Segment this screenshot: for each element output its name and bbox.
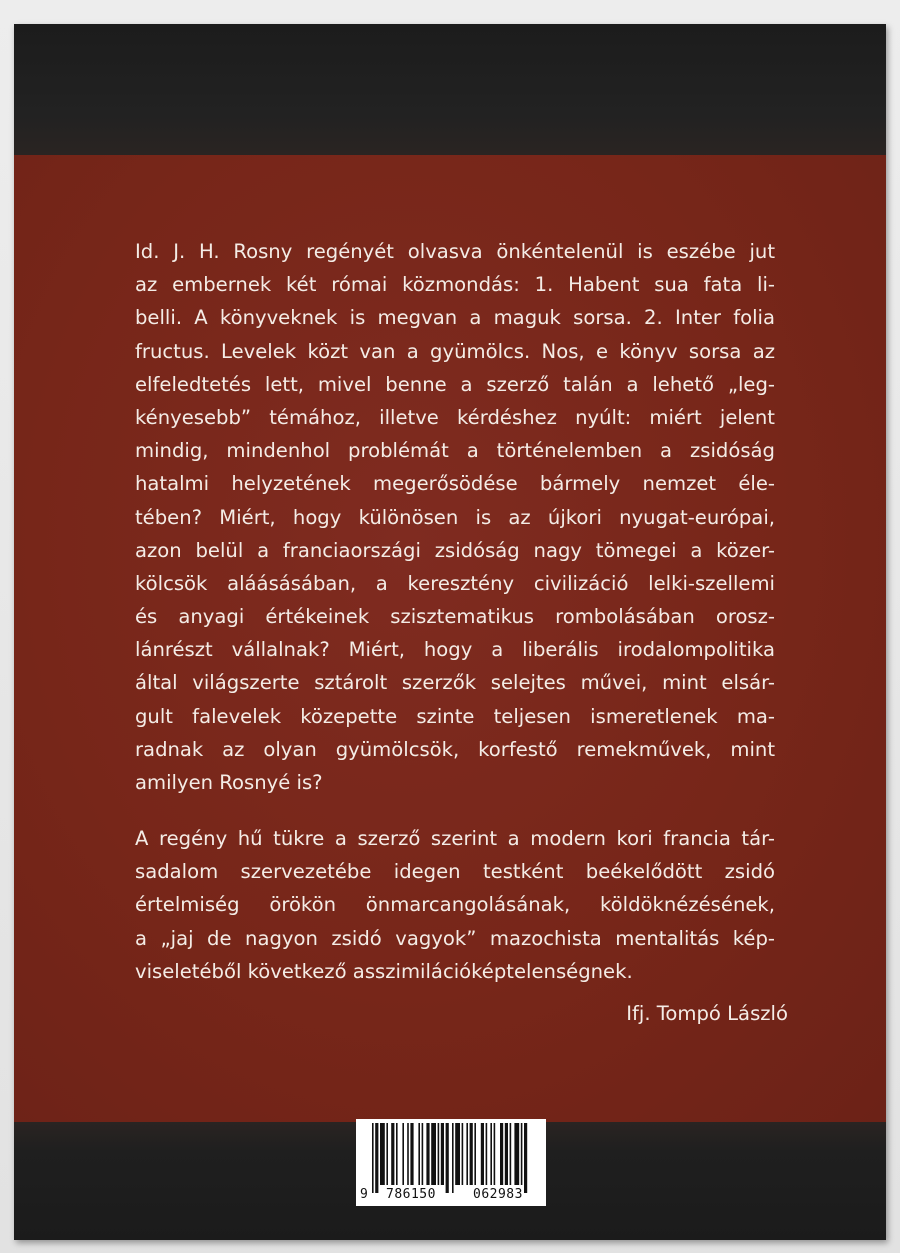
barcode-bar xyxy=(514,1123,519,1185)
barcode-bar xyxy=(510,1123,512,1185)
isbn-barcode xyxy=(356,1119,546,1206)
blurb-line: tében? Miért, hogy különösen is az újkori nyugat-európai, xyxy=(135,505,775,529)
barcode-bar xyxy=(386,1123,388,1185)
blurb-line: Id. J. H. Rosny regényét olvasva önkéntelenül is eszébe jut xyxy=(135,240,775,263)
blurb-line: mindig, mindenhol problémát a történelemben a zsidóság xyxy=(135,439,775,463)
top-black-band xyxy=(14,24,886,155)
blurb-line: radnak az olyan gyümölcsök, korfestő remekművek, mint xyxy=(135,737,775,761)
barcode-digits-left: 786150 xyxy=(386,1187,436,1202)
blurb-line: által világszerte sztárolt szerzők selejtes művei, mint elsár- xyxy=(135,671,775,695)
barcode-digits xyxy=(356,1187,546,1205)
barcode-bar xyxy=(438,1123,440,1185)
blurb-line: értelmiség örökön önmarcangolásának, köldöknézésének, xyxy=(135,893,775,917)
blurb-paragraph-1 xyxy=(135,235,775,799)
barcode-bar xyxy=(455,1123,460,1185)
barcode-bar xyxy=(407,1123,409,1185)
blurb-line: fructus. Levelek közt van a gyümölcs. Nos, e könyv sorsa az xyxy=(135,339,775,363)
barcode-bar xyxy=(524,1123,527,1193)
blurb-line: kölcsök aláásásában, a keresztény civilizáció lelki-szellemi xyxy=(135,571,775,595)
barcode-bar xyxy=(380,1123,385,1185)
barcode-bar xyxy=(422,1123,424,1185)
barcode-bar xyxy=(474,1123,476,1185)
barcode-bar xyxy=(446,1123,449,1193)
blurb-line: hatalmi helyzetének megerősödése bármely nemzet éle- xyxy=(135,472,775,496)
barcode-bar xyxy=(490,1123,492,1185)
blurb-line: sadalom szervezetébe idegen testként beékelődött zsidó xyxy=(135,860,775,884)
barcode-bar xyxy=(452,1123,454,1193)
blurb-line: amilyen Rosnyé is? xyxy=(135,771,323,794)
barcode-bar xyxy=(431,1123,436,1185)
barcode-bar xyxy=(466,1123,468,1185)
blurb-line: belli. A könyveknek is megvan a maguk sorsa. 2. Inter folia xyxy=(135,306,775,330)
blurb-line: kényesebb” témához, illetve kérdéshez nyúlt: miért jelent xyxy=(135,405,775,429)
barcode-digits-right: 062983 xyxy=(473,1187,523,1202)
blurb-line: elfeledtetés lett, mivel benne a szerző talán a lehető „leg- xyxy=(135,372,775,396)
blurb-line: az embernek két római közmondás: 1. Habent sua fata li- xyxy=(135,273,775,297)
barcode-bar xyxy=(494,1123,496,1185)
barcode-bar xyxy=(372,1123,374,1193)
barcode-bar xyxy=(500,1123,503,1185)
barcode-bar xyxy=(396,1123,398,1185)
blurb-line: viseletéből következő asszimilációképtelenségnek. xyxy=(135,959,633,983)
barcode-bar xyxy=(402,1123,404,1185)
blurb-line: gult falevelek közepette szinte teljesen ismeretlenek ma- xyxy=(135,704,775,728)
blurb-line: lánrészt vállalnak? Miért, hogy a liberális irodalompolitika xyxy=(135,638,775,662)
barcode-bar xyxy=(481,1123,484,1185)
barcode-bar xyxy=(375,1123,378,1193)
barcode-bar xyxy=(418,1123,420,1185)
blurb-line: a „jaj de nagyon zsidó vagyok” mazochista mentalitás kép- xyxy=(135,926,775,950)
blurb-line: és anyagi értékeinek szisztematikus rombolásában orosz- xyxy=(135,605,775,629)
barcode-bar xyxy=(441,1123,444,1185)
barcode-bar xyxy=(470,1123,473,1185)
blurb-line: azon belül a franciaországi zsidóság nagy tömegei a közer- xyxy=(135,538,775,562)
blurb-line: A regény hű tükre a szerző szerint a modern kori francia tár- xyxy=(135,827,775,850)
barcode-bar xyxy=(521,1123,523,1185)
author-signature: Ifj. Tompó László xyxy=(626,1002,788,1025)
barcode-bar xyxy=(410,1123,413,1185)
barcode-digit-first: 9 xyxy=(360,1187,368,1202)
blurb-paragraph-2 xyxy=(135,822,775,988)
barcode-bar xyxy=(486,1123,488,1185)
barcode-bar xyxy=(426,1123,429,1185)
barcode-bar xyxy=(462,1123,464,1185)
barcode-bar xyxy=(391,1123,394,1185)
barcode-bar xyxy=(505,1123,508,1185)
